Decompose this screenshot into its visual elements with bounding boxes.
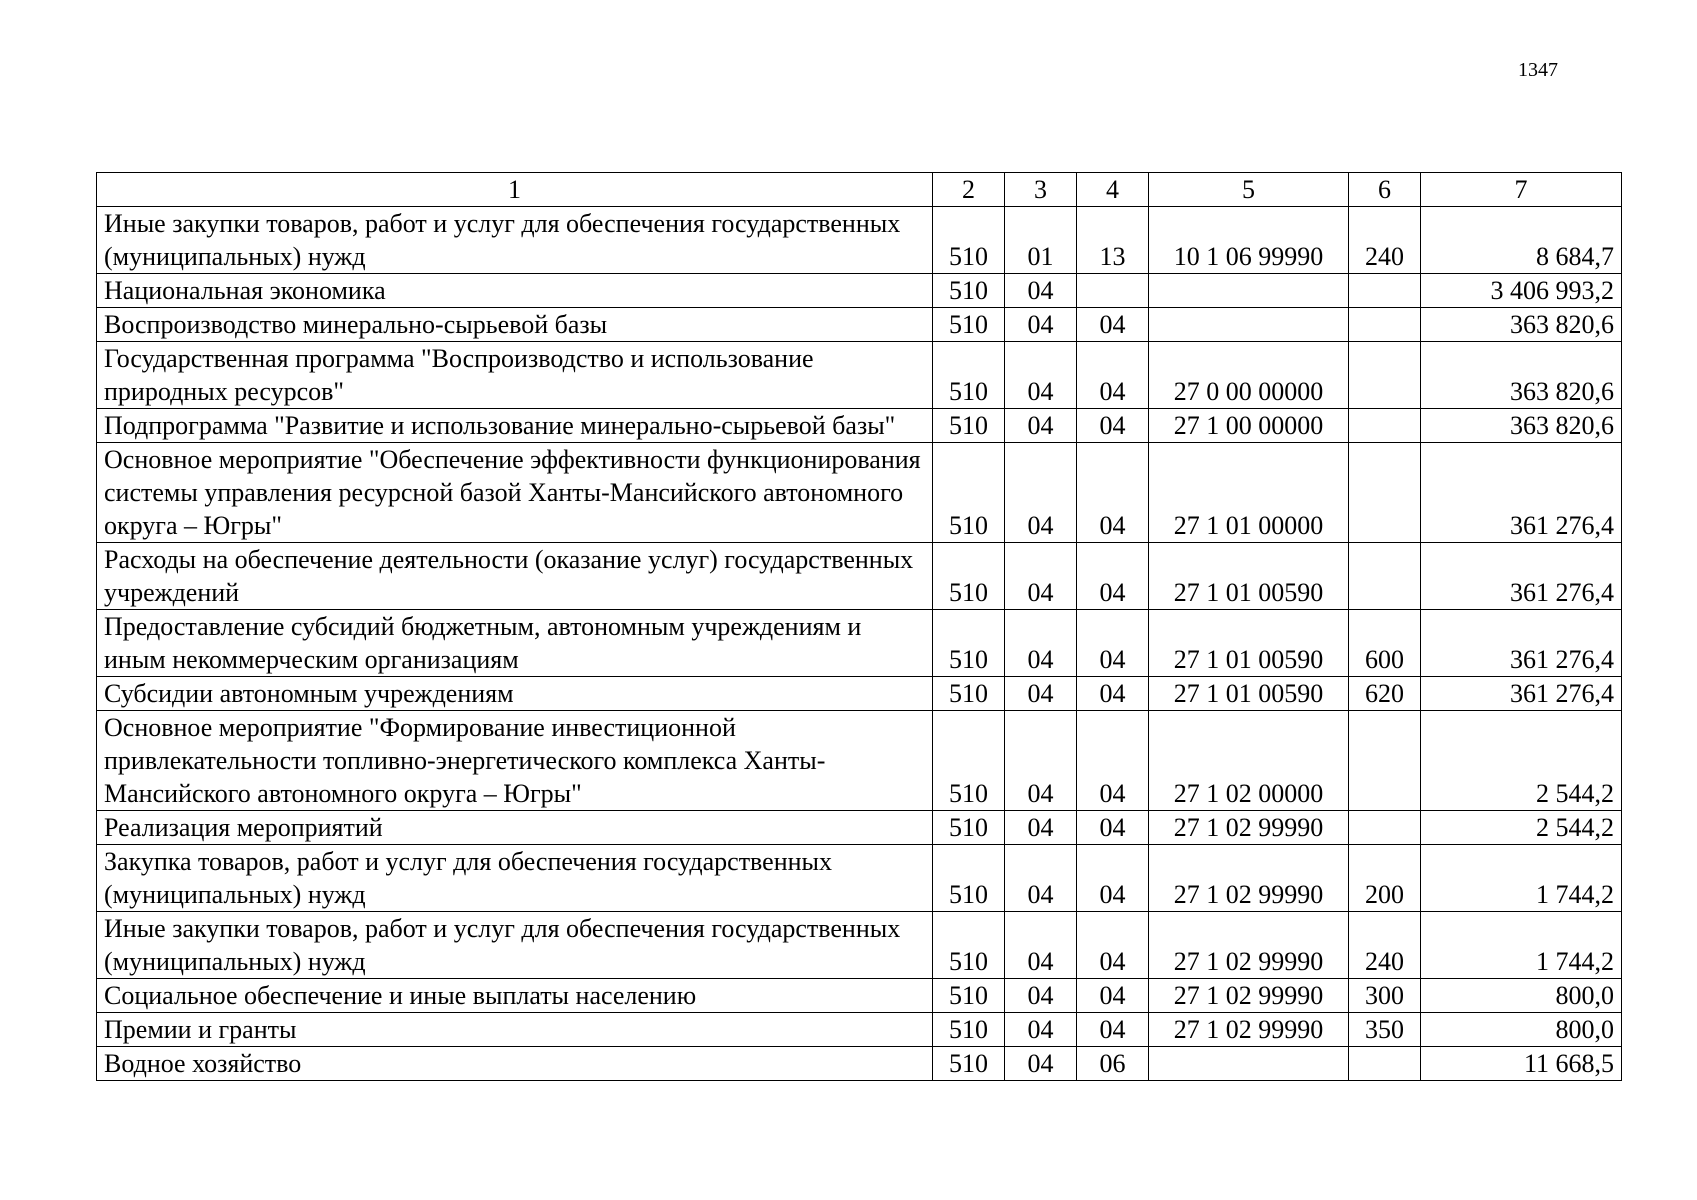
row-subsection: 13	[1077, 207, 1149, 274]
row-name: Иные закупки товаров, работ и услуг для обеспечения государственных (муниципальных) нужд	[97, 912, 933, 979]
row-target-article	[1149, 1047, 1349, 1081]
row-section: 04	[1005, 610, 1077, 677]
row-name: Подпрограмма "Развитие и использование минерально-сырьевой базы"	[97, 409, 933, 443]
row-subsection: 04	[1077, 912, 1149, 979]
row-expense-type: 240	[1349, 207, 1421, 274]
column-header: 2	[933, 173, 1005, 207]
row-target-article: 27 1 02 00000	[1149, 711, 1349, 811]
table-row	[97, 443, 1622, 543]
row-target-article: 27 1 02 99990	[1149, 912, 1349, 979]
row-admin-code: 510	[933, 811, 1005, 845]
row-name: Национальная экономика	[97, 274, 933, 308]
row-target-article: 27 1 02 99990	[1149, 811, 1349, 845]
row-admin-code: 510	[933, 342, 1005, 409]
row-admin-code: 510	[933, 979, 1005, 1013]
row-expense-type	[1349, 443, 1421, 543]
row-subsection: 04	[1077, 443, 1149, 543]
row-section: 04	[1005, 811, 1077, 845]
table-row	[97, 711, 1622, 811]
row-amount: 2 544,2	[1421, 811, 1622, 845]
row-section: 04	[1005, 274, 1077, 308]
table-row	[97, 274, 1622, 308]
row-admin-code: 510	[933, 308, 1005, 342]
row-amount: 2 544,2	[1421, 711, 1622, 811]
row-section: 04	[1005, 979, 1077, 1013]
row-admin-code: 510	[933, 845, 1005, 912]
page-number: 1347	[1518, 59, 1558, 81]
row-expense-type: 350	[1349, 1013, 1421, 1047]
row-expense-type: 300	[1349, 979, 1421, 1013]
row-target-article	[1149, 308, 1349, 342]
row-section: 04	[1005, 845, 1077, 912]
row-target-article: 27 0 00 00000	[1149, 342, 1349, 409]
row-amount: 361 276,4	[1421, 677, 1622, 711]
row-expense-type	[1349, 543, 1421, 610]
row-name: Реализация мероприятий	[97, 811, 933, 845]
row-amount: 11 668,5	[1421, 1047, 1622, 1081]
row-target-article: 27 1 01 00000	[1149, 443, 1349, 543]
row-name: Воспроизводство минерально-сырьевой базы	[97, 308, 933, 342]
row-expense-type	[1349, 1047, 1421, 1081]
header-row	[97, 173, 1622, 207]
row-section: 04	[1005, 1047, 1077, 1081]
row-section: 04	[1005, 912, 1077, 979]
row-expense-type	[1349, 409, 1421, 443]
row-section: 04	[1005, 308, 1077, 342]
row-subsection: 04	[1077, 1013, 1149, 1047]
row-admin-code: 510	[933, 711, 1005, 811]
row-admin-code: 510	[933, 274, 1005, 308]
column-header: 6	[1349, 173, 1421, 207]
row-amount: 363 820,6	[1421, 342, 1622, 409]
row-amount: 800,0	[1421, 979, 1622, 1013]
table-row	[97, 543, 1622, 610]
row-target-article: 27 1 02 99990	[1149, 979, 1349, 1013]
table-row	[97, 845, 1622, 912]
row-expense-type	[1349, 811, 1421, 845]
row-admin-code: 510	[933, 443, 1005, 543]
row-admin-code: 510	[933, 610, 1005, 677]
column-header: 3	[1005, 173, 1077, 207]
row-amount: 361 276,4	[1421, 543, 1622, 610]
row-name: Иные закупки товаров, работ и услуг для обеспечения государственных (муниципальных) нужд	[97, 207, 933, 274]
row-subsection: 04	[1077, 979, 1149, 1013]
row-section: 04	[1005, 543, 1077, 610]
table-row	[97, 342, 1622, 409]
row-subsection: 04	[1077, 811, 1149, 845]
row-admin-code: 510	[933, 207, 1005, 274]
row-expense-type: 200	[1349, 845, 1421, 912]
row-subsection: 04	[1077, 308, 1149, 342]
column-header: 5	[1149, 173, 1349, 207]
table-row	[97, 1013, 1622, 1047]
table-row	[97, 409, 1622, 443]
row-admin-code: 510	[933, 912, 1005, 979]
row-target-article: 27 1 02 99990	[1149, 845, 1349, 912]
row-amount: 1 744,2	[1421, 912, 1622, 979]
column-header: 7	[1421, 173, 1622, 207]
row-expense-type	[1349, 274, 1421, 308]
table-row	[97, 207, 1622, 274]
row-admin-code: 510	[933, 409, 1005, 443]
row-subsection: 04	[1077, 677, 1149, 711]
row-name: Государственная программа "Воспроизводство и использование природных ресурсов"	[97, 342, 933, 409]
row-section: 04	[1005, 677, 1077, 711]
row-expense-type	[1349, 342, 1421, 409]
row-target-article: 27 1 00 00000	[1149, 409, 1349, 443]
row-amount: 800,0	[1421, 1013, 1622, 1047]
row-amount: 1 744,2	[1421, 845, 1622, 912]
row-amount: 3 406 993,2	[1421, 274, 1622, 308]
table-row	[97, 677, 1622, 711]
row-section: 04	[1005, 443, 1077, 543]
row-section: 04	[1005, 409, 1077, 443]
table-row	[97, 912, 1622, 979]
table-row	[97, 610, 1622, 677]
row-subsection: 04	[1077, 342, 1149, 409]
row-target-article: 27 1 01 00590	[1149, 610, 1349, 677]
row-section: 04	[1005, 1013, 1077, 1047]
table-row	[97, 811, 1622, 845]
row-expense-type: 620	[1349, 677, 1421, 711]
row-expense-type: 240	[1349, 912, 1421, 979]
row-admin-code: 510	[933, 543, 1005, 610]
row-subsection: 06	[1077, 1047, 1149, 1081]
row-name: Предоставление субсидий бюджетным, автономным учреждениям и иным некоммерческим организациям	[97, 610, 933, 677]
row-amount: 363 820,6	[1421, 308, 1622, 342]
row-expense-type	[1349, 711, 1421, 811]
column-header: 1	[97, 173, 933, 207]
row-name: Основное мероприятие "Формирование инвестиционной привлекательности топливно-энергетического комплекса Ханты-Мансийского автономного округа – Югры"	[97, 711, 933, 811]
row-name: Премии и гранты	[97, 1013, 933, 1047]
row-subsection: 04	[1077, 543, 1149, 610]
row-target-article	[1149, 274, 1349, 308]
row-expense-type	[1349, 308, 1421, 342]
row-admin-code: 510	[933, 1047, 1005, 1081]
row-section: 01	[1005, 207, 1077, 274]
row-target-article: 27 1 01 00590	[1149, 543, 1349, 610]
row-section: 04	[1005, 342, 1077, 409]
row-target-article: 27 1 01 00590	[1149, 677, 1349, 711]
column-header: 4	[1077, 173, 1149, 207]
row-name: Социальное обеспечение и иные выплаты населению	[97, 979, 933, 1013]
row-subsection: 04	[1077, 711, 1149, 811]
row-name: Субсидии автономным учреждениям	[97, 677, 933, 711]
row-target-article: 10 1 06 99990	[1149, 207, 1349, 274]
row-name: Водное хозяйство	[97, 1047, 933, 1081]
row-section: 04	[1005, 711, 1077, 811]
row-amount: 361 276,4	[1421, 443, 1622, 543]
row-amount: 8 684,7	[1421, 207, 1622, 274]
row-subsection: 04	[1077, 610, 1149, 677]
row-subsection	[1077, 274, 1149, 308]
row-amount: 363 820,6	[1421, 409, 1622, 443]
budget-table	[96, 172, 1622, 1081]
table-row	[97, 1047, 1622, 1081]
table-row	[97, 308, 1622, 342]
budget-table-body	[97, 173, 1622, 1081]
row-name: Расходы на обеспечение деятельности (оказание услуг) государственных учреждений	[97, 543, 933, 610]
row-admin-code: 510	[933, 677, 1005, 711]
row-subsection: 04	[1077, 409, 1149, 443]
row-expense-type: 600	[1349, 610, 1421, 677]
row-admin-code: 510	[933, 1013, 1005, 1047]
row-amount: 361 276,4	[1421, 610, 1622, 677]
row-name: Основное мероприятие "Обеспечение эффективности функционирования системы управления ресурсной базой Ханты-Мансийского автономного округа – Югры"	[97, 443, 933, 543]
table-row	[97, 979, 1622, 1013]
row-name: Закупка товаров, работ и услуг для обеспечения государственных (муниципальных) нужд	[97, 845, 933, 912]
row-subsection: 04	[1077, 845, 1149, 912]
row-target-article: 27 1 02 99990	[1149, 1013, 1349, 1047]
